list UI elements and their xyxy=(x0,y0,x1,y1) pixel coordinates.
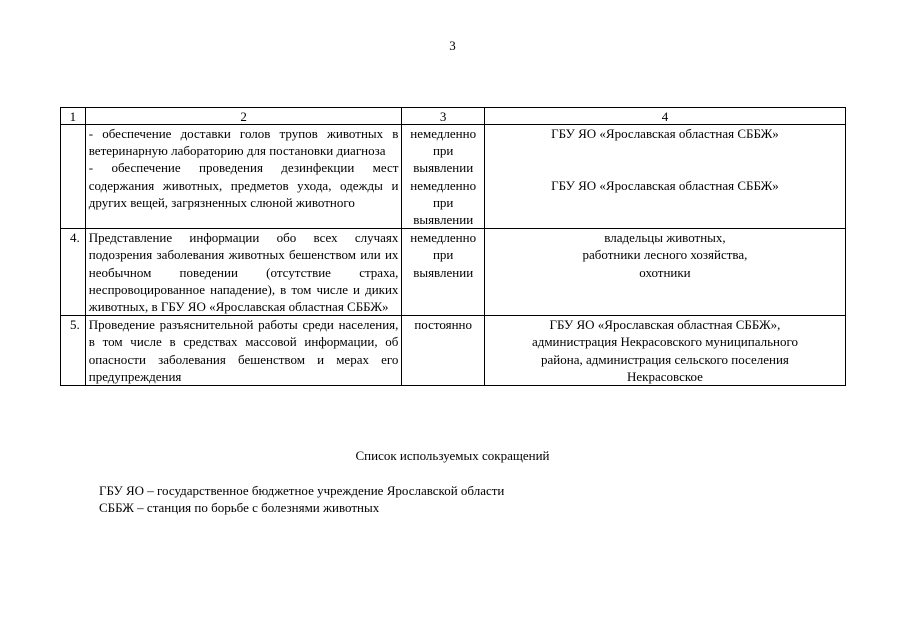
column-header-4: 4 xyxy=(484,108,845,125)
abbreviation-item: ГБУ ЯО – государственное бюджетное учреждение Ярославской области xyxy=(99,483,505,498)
responsible-text: ГБУ ЯО «Ярославская областная СББЖ», xyxy=(549,317,781,333)
responsible-text: администрация Некрасовского муниципального xyxy=(531,334,798,350)
row-number xyxy=(61,125,86,229)
responsible-text: охотники xyxy=(639,264,691,280)
spacer xyxy=(488,159,842,176)
table-row xyxy=(61,316,846,386)
responsible-text: ГБУ ЯО «Ярославская областная СББЖ» xyxy=(551,177,779,193)
responsible-text: ГБУ ЯО «Ярославская областная СББЖ» xyxy=(551,126,779,141)
row-number: 5. xyxy=(61,316,86,386)
deadline-text: немедленно при выявлении xyxy=(402,229,485,316)
row-number: 4. xyxy=(61,229,86,316)
column-header-3: 3 xyxy=(402,108,485,125)
responsible-cell xyxy=(484,229,845,316)
action-text: - обеспечение проведения дезинфекции мест содержания животных, предметов ухода, одежды и других вещей, загрязненных слюной животного xyxy=(88,160,399,210)
measures-table xyxy=(60,107,846,386)
responsible-cell xyxy=(484,125,845,229)
action-text: Представление информации обо всех случаях подозрения заболевания животных бешенством или их необычном поведении (отсутствие страха, неспровоцированное нападение), в том числе и диких животных, в ГБУ ЯО «Ярославская областная СББЖ» xyxy=(85,229,402,316)
column-header-2: 2 xyxy=(85,108,402,125)
spacer xyxy=(488,142,842,159)
responsible-cell xyxy=(484,316,845,386)
action-text: Проведение разъяснительной работы среди населения, в том числе в средствах массовой информации, об опасности заболевания бешенством и мерах его предупреждения xyxy=(85,316,402,386)
abbreviations-title: Список используемых сокращений xyxy=(355,448,550,463)
abbreviations-list xyxy=(99,482,504,516)
column-header-1: 1 xyxy=(61,108,86,125)
abbreviation-item: СББЖ – станция по борьбе с болезнями животных xyxy=(99,500,380,515)
page-number: 3 xyxy=(449,38,456,53)
table-row xyxy=(61,125,846,229)
responsible-text: Некрасовское xyxy=(627,368,703,384)
responsible-text: владельцы животных, xyxy=(604,230,726,246)
table-header-row xyxy=(61,108,846,125)
responsible-text: района, администрация сельского поселения xyxy=(541,351,789,367)
deadline-text: немедленно при выявлении xyxy=(410,177,477,228)
responsible-text: работники лесного хозяйства, xyxy=(582,247,748,263)
deadline-text: немедленно при выявлении xyxy=(410,126,477,176)
deadline-text: постоянно xyxy=(402,316,485,386)
table-row xyxy=(61,229,846,316)
action-cell xyxy=(85,125,402,229)
action-text: - обеспечение доставки голов трупов животных в ветеринарную лабораторию для постановки диагноза xyxy=(88,126,399,159)
deadline-cell xyxy=(402,125,485,229)
